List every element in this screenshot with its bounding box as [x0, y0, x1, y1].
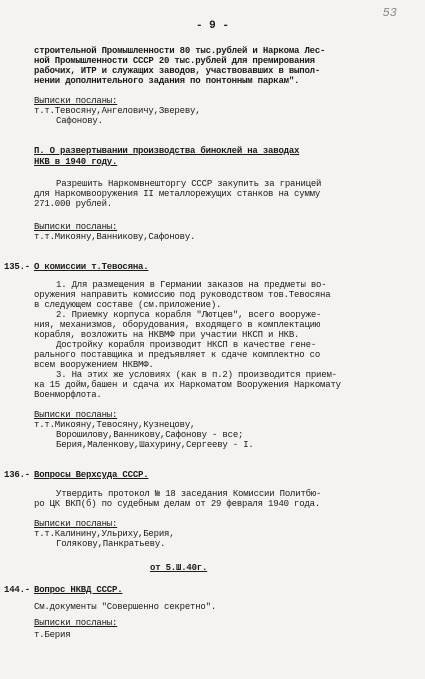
item144-sent-line-1: т.Берия	[34, 630, 71, 640]
item135-title: О комиссии т.Тевосяна.	[34, 262, 149, 272]
item135-sent-line-1: т.т.Микояну,Тевосяну,Кузнецову,	[34, 420, 196, 430]
item135-sent-line-3: Берия,Маленкову,Шахурину,Сергееву - I.	[56, 440, 254, 450]
item135-body-line-11: ка 15 дойм,башен и сдача их Наркоматом Вооружения Наркомату	[34, 380, 341, 390]
item135-body-line-3: в следующем составе (см.приложение).	[34, 300, 222, 310]
item144-sent-label: Выписки посланы:	[34, 618, 118, 628]
intro-sent-label: Выписки посланы:	[34, 96, 118, 106]
intro-line-1: строительной Промышленности 80 тыс.рублей и Наркома Лес-	[34, 46, 326, 56]
item144-body-line-1: См.документы "Совершенно секретно".	[34, 602, 217, 612]
item2-body-line-2: для Наркомвооружения II металлорежущих станков на сумму	[34, 189, 321, 199]
item2-title-line-1: П. О развертывании производства биноклей на заводах	[34, 146, 300, 156]
item144-number: 144.-	[4, 585, 31, 595]
item135-body-line-9: всем вооружением НКВМФ.	[34, 360, 154, 370]
item135-sent-line-2: Ворошилову,Ванникову,Сафонову - все;	[56, 430, 244, 440]
item135-body-line-7: Достройку корабля производит НКСП в качестве гене-	[56, 340, 317, 350]
item2-sent-label: Выписки посланы:	[34, 222, 118, 232]
item135-sent-label: Выписки посланы:	[34, 410, 118, 420]
item135-body-line-2: оружения направить комиссию под руководством тов.Тевосяна	[34, 290, 331, 300]
intro-line-4: нении дополнительного задания по понтонным паркам".	[34, 76, 300, 86]
item2-title-line-2: НКВ в 1940 году.	[34, 157, 118, 167]
item136-body-line-1: Утвердить протокол № 18 заседания Комиссии Политбю-	[56, 489, 322, 499]
item136-title: Вопросы Верхсуда СССР.	[34, 470, 149, 480]
intro-sent-line-2: Сафонову.	[56, 116, 103, 126]
intro-sent-line-1: т.т.Тевосяну,Ангеловичу,Звереву,	[34, 106, 201, 116]
item135-body-line-10: 3. На этих же условиях (как в п.2) производится прием-	[56, 370, 337, 380]
page-number: - 9 -	[195, 20, 229, 32]
item136-sent-line-2: Голякову,Панкратьеву.	[56, 539, 166, 549]
item135-body-line-1: 1. Для размещения в Германии заказов на предметы во-	[56, 280, 327, 290]
item136-sent-line-1: т.т.Калинину,Ульриху,Берия,	[34, 529, 175, 539]
item135-body-line-8: рального поставщика и предъявляет к сдаче комплектно со	[34, 350, 321, 360]
intro-line-2: ной Промышленности СССР 20 тыс.рублей для премирования	[34, 56, 315, 66]
item135-body-line-5: ния, механизмов, оборудования, входящего в комплектацию	[34, 320, 321, 330]
item136-body-line-2: ро ЦК ВКП(б) по судебным делам от 29 февраля 1940 года.	[34, 499, 321, 509]
session-date: от 5.Ш.40г.	[150, 563, 208, 573]
item135-body-line-4: 2. Приемку корпуса корабля "Лютцев", всего вооруже-	[56, 310, 322, 320]
item136-number: 136.-	[4, 470, 31, 480]
item144-title: Вопрос НКВД СССР.	[34, 585, 123, 595]
item2-sent-line-1: т.т.Микояну,Ванникову,Сафонову.	[34, 232, 196, 242]
item135-body-line-6: корабля, возложить на НКВМФ при участии НКСП и НКВ.	[34, 330, 300, 340]
item2-body-line-3: 271.000 рублей.	[34, 199, 113, 209]
corner-mark: 53	[382, 6, 397, 20]
item136-sent-label: Выписки посланы:	[34, 519, 118, 529]
intro-line-3: рабочих, ИТР и служащих заводов, участвовавших в выпол-	[34, 66, 321, 76]
item135-number: 135.-	[4, 262, 31, 272]
item135-body-line-12: Военморфлота.	[34, 390, 102, 400]
item2-body-line-1: Разрешить Наркомвнешторгу СССР закупить за границей	[56, 179, 322, 189]
